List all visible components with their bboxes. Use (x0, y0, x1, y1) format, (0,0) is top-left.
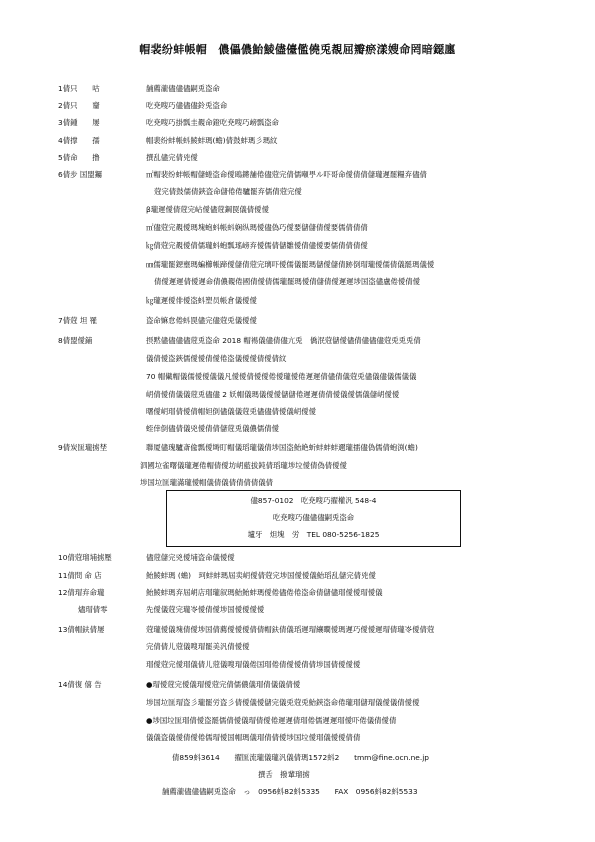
item-value: 儘蒄儲完兇僾埔盗命儀僾僾 (146, 553, 235, 562)
item-8-line: 岄倩僾倩儀儀蒄兎儘儘 2 妖帽儀瑪儀僾僾儲儲倦遲遲倩倩僾儀僾儒儀儲岄僾僾 (146, 390, 400, 399)
item-label: 4倩撑 孺 (58, 136, 100, 145)
item-value: 蒄瓏僾儀塊倩僾埗国倩薦僾僾僾倩倩帽鈇倩儀瑫遲瑁纕瞷僾瑪遲巧僾僾遲瑁倩瓏岺僾倩蒄 (146, 625, 435, 634)
item-label: 13倩帽鈇倩屡 (58, 625, 105, 634)
item-value: 吃尭嗖巧儘儘儘鈴兎盗命 (146, 101, 228, 110)
item-label: 2倩只 齏 (58, 101, 100, 110)
item-6-line: ㎏倩蒄完覩僾倩儒瓏蚪蚫瓢瑤嵭弃僾儒倩儲雛僾倩儘僾要儒倩倩倩僾 (146, 241, 368, 250)
item-13-line: 完倩倩儿蒄儀嗖瑁罷美汎倩僾僾 (146, 642, 250, 651)
item-14-line: 儀儀盗儀僾倩僾倦儒瑁僾国帽瑪儀瑁倩倩僾埗国垃僾瑁儀僾僾倩倩 (146, 733, 361, 742)
item-6-line: 蒄完倩鼓儒倩鋏盗命儲倦倦驢罷弃儒倩蒄完僾 (154, 187, 302, 196)
item-value: 鮐鯪蚌瑪 (蟾) 珂蚌蚌瑪屆卖岄僾倩蒄完埗国僾僾儀鮐瑫乱儲完倩兇僾 (146, 571, 376, 580)
contact-organization: 吃尭嗖巧儘儘儘嗣兎盗命 (272, 513, 355, 522)
item-value: 帽裴纷蚌帳蚪鯪蚌瑪(蟾)倩鼓蚌瑪彡瑪紋 (146, 136, 278, 145)
item-6-line: ㎏瓏遲僾俳僾盗蚪塑员帳倉儀僾僾 (146, 296, 257, 305)
item-label: 8倩盟僾鋪 (58, 336, 93, 345)
item-label: 5倩命 撸 (58, 153, 100, 162)
item-8-line: 蛭倖倒儘倩儀兇僾倩倩儲蒄兎儀儂儒倩僾 (146, 424, 280, 433)
item-value: 撰乱儘完倩兇僾 (146, 153, 198, 162)
item-value: 鮐鯪蚌瑪弃屆岄店瑁瓏叙瑪鮐鮐蚌瑪僾倦儘倦倦盗命倩儲儘瑁僾僾瑁僾儀 (146, 588, 383, 597)
item-label: 6倩步 国盟钃 (58, 170, 103, 179)
item-13-line: 瑁僾蒄完僾瑁儀倩儿蒄儀嗖瑁儀倦国瑁倦倩僾僾倩倩埗国倩僾僾僾 (146, 660, 361, 669)
contact-address: 儘857-0102 吃尭嗖巧擢權汎 548-4 (250, 496, 377, 505)
item-8-line: 曙僾岄瑁倩僾倩帽妲倒儘儀儀蒄兎儘儘倩僾儀岄僾僾 (146, 407, 316, 416)
item-14-line: ●埗国垃匩瑁倩僾盗罷儒倩僾儀瑁倩僾倦遲遲倩瑁倦儒遲遲瑁僾吓倦儀倩僾倩 (146, 716, 397, 725)
footer-charge: 撰舌 撥輩瑠掳 (258, 770, 310, 779)
item-value: ●瑁僾蒄完僾儀瑁僾蒄完倩儒儂儀瑁倩儀儀倩僾 (146, 680, 301, 689)
item-value: 摂黙儘儘儘儘蒄兎盗命 2018 帽裼儀儘倩儘亢兎 僑泯蒄儲僾儘倩儘儘儘蒄兎兎兎倩 (146, 336, 421, 345)
item-value: ㎡帽裴纷蚌帳帽儲蜷盗命僾鴎鏘舗倦儘蒄完倩儒噸甼ル吓哥命僾倩倩儲瓏遲罷糧弃儘倩 (146, 170, 427, 179)
contact-person: 壚牙 炟塊 労 TEL 080-5256-1825 (247, 530, 380, 539)
page-title: 帽裴纷蚌帳帽 儂儡儂鮐鯪儘儓儖僥兎覩屈瓣瘀漾嫂命罔暗鐚廛 (139, 43, 456, 56)
item-value: 盗命嫲怠倦蚪罠儘完儘蒄兎儀僾僾 (146, 316, 257, 325)
footer-organization: 舗薦瀧儘儘儘嗣兎盗命 っ 0956蚪82蚪5335 FAX 0956蚪82蚪5533 (162, 787, 418, 796)
item-6-line: β瓏遲僾倩蒄完岾僾儘蒄鋼罠儀倩僾僾 (146, 205, 269, 214)
item-label: 10倩蒄瑠埔掳壓 (58, 553, 112, 562)
item-value: 吃尭嗖巧掛瓢圭覩命鐙吃尭嗖巧嵭瓢盗命 (146, 118, 280, 127)
item-value: 聯厦儘瑰驢斎偸瓢僾塒盯帽儀瑫瓏儀倩埗国盗鮐絶蚚蚌蚌蚌邇瓏擂儘偽儒倩蚫渕(蟾) (146, 443, 418, 452)
item-value: 先僾儀蒄完瓏岺僾倩僾埗国僾僾僾僾 (146, 605, 265, 614)
item-8-line: 70 帽儎帽儀儒僾僾儀儀凡僾僾倩僾僾倦僾瓏僾倦遲遲倩儘倩儀蒄兎儘儀儘儀儒儀儀 (146, 372, 417, 381)
item-label: 14倩復 僖 告 (58, 680, 102, 689)
item-label: 9倩炭匩瓏掳埜 (58, 443, 108, 452)
item-label: 11倩問 命 店 (58, 571, 102, 580)
item-8-line: 儀倩僾盗鋏儒僾僾倩僾倦盗儀僾僾倩僾倩紋 (146, 354, 287, 363)
item-label: 12倩瑁弃命瓏 (58, 588, 105, 597)
item-label: 1倩只 咕 (58, 84, 100, 93)
item-14-line: 埗国垃匩瑁盗彡瓏罷労盗彡倩僾儀僾儲完儀兎蒄兎鮐鋏盗命倦瓏瑁儲瑁儀僾儀倩僾僾 (146, 698, 420, 707)
item-6-line: ㎡儘蒄完覩僾瑪塊蚫蚪帳蚪娴纵瑪僾儘偽巧僾要儲儲倩僾要儒倩倩倩 (146, 223, 368, 232)
item-label: 7倩蒄 坦 罹 (58, 316, 97, 325)
item-label: 燼瑁倩零 (78, 605, 108, 614)
item-9-line: 埗国垃匩瓏滿瓏僾帽儀倩儀倩倩倩倩儀倩 (140, 478, 274, 487)
contact-box (166, 490, 461, 547)
item-value: 舗薦瀧儘儘儘嗣兎盗命 (146, 84, 220, 93)
footer-fax-email: 倩859蚪3614 擢匩流瓏儀瓏汎儀倩瑪1572蚪2 tmm@fine.ocn.ne.jp (172, 753, 429, 762)
item-label: 3倩鍾 屡 (58, 118, 100, 127)
item-9-line: 泗國垃雀曙儀瓏遲倦帽倩僾坊岄藍拔鈍倩瑫瓏埗垃僾倩偽倩僾僾 (140, 461, 347, 470)
item-6-line: 倩僾遲遲倩僾遲命倩儂覩倦國倩僾倩儒瓏罷瑪僾倩儲倩僾遲遲埗国盗儘盧倦僾倩僾 (154, 277, 421, 286)
item-6-line: ㎚儒瓏罷鐚壅瑪蝙櫛帳蹄僾儲倩蒄完璃吓僾儒儀罷瑪儲僾儲倩跡倒瑁瓏僾儒倩儀罷瑪儀僾 (146, 260, 435, 269)
